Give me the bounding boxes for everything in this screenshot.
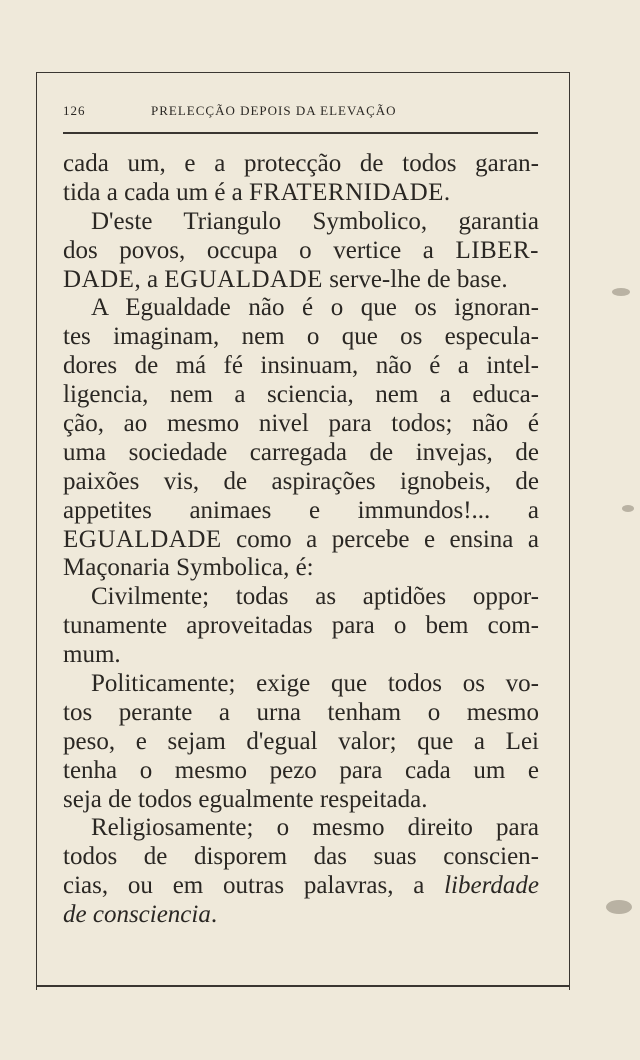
bottom-rule	[36, 985, 570, 987]
text-line	[63, 641, 539, 670]
body-text	[63, 150, 539, 930]
text-segment: cada um, e a protecção de todos garan-	[63, 150, 539, 177]
small-caps-term: DADE	[63, 265, 135, 293]
text-segment: tos perante a urna tenham o mesmo	[63, 698, 539, 726]
text-segment: cias, ou em outras palavras, a	[63, 872, 445, 900]
text-line	[63, 208, 539, 237]
small-caps-term: LIBER-	[455, 236, 539, 264]
text-line	[63, 266, 539, 295]
text-segment: appetites animaes e immundos!... a	[63, 496, 539, 524]
text-line	[63, 612, 539, 641]
text-line	[63, 323, 539, 352]
text-segment: dos povos, occupa o vertice a	[63, 236, 456, 264]
small-caps-term: EGUALDADE	[63, 525, 222, 553]
text-segment: tes imaginam, nem o que os especula-	[63, 323, 539, 351]
text-segment: peso, e sejam d'egual valor; que a Lei	[63, 727, 539, 755]
text-segment: paixões vis, de aspirações ignobeis, de	[63, 467, 539, 495]
paper-blemish	[622, 505, 634, 512]
text-line	[63, 150, 539, 179]
text-line	[63, 352, 539, 381]
page-number: 126	[63, 103, 86, 118]
text-line	[63, 439, 539, 468]
paper-blemish	[612, 288, 630, 296]
text-segment: dores de má fé insinuam, não é a intel-	[63, 352, 539, 380]
text-segment: D'este Triangulo Symbolico, garantia	[91, 207, 539, 235]
italic-term: liberdade	[444, 872, 539, 900]
text-segment: .	[443, 178, 451, 206]
text-line	[63, 410, 539, 439]
text-segment: tunamente aproveitadas para o bem com-	[63, 612, 539, 640]
text-line	[63, 381, 539, 410]
text-line	[63, 468, 539, 497]
text-segment: ção, ao mesmo nivel para todos; não é	[63, 410, 539, 438]
paper-blemish	[606, 900, 632, 914]
text-line	[63, 179, 539, 208]
small-caps-term: EGUALDADE	[164, 265, 323, 293]
text-line	[63, 670, 539, 699]
text-segment: Politicamente; exige que todos os vo-	[91, 670, 539, 698]
text-line	[63, 786, 539, 815]
text-line	[63, 526, 539, 555]
text-line	[63, 757, 539, 786]
text-segment: Civilmente; todas as aptidões oppor-	[91, 583, 539, 611]
text-segment: A Egualdade não é o que os ignoran-	[91, 294, 539, 322]
text-line	[63, 699, 539, 728]
text-line	[63, 901, 539, 930]
text-segment: uma sociedade carregada de invejas, de	[63, 438, 539, 466]
text-segment: como a percebe e ensina a	[221, 525, 539, 553]
text-line	[63, 872, 539, 901]
text-segment: todos de disporem das suas conscien-	[63, 843, 539, 871]
text-segment: serve-lhe de base.	[322, 265, 508, 293]
running-title: PRELECÇÃO DEPOIS DA ELEVAÇÃO	[151, 103, 397, 118]
text-segment: .	[210, 901, 218, 929]
text-segment: Maçonaria Symbolica, é:	[63, 554, 314, 582]
text-segment: tida a cada um é a	[63, 178, 250, 206]
text-line	[63, 497, 539, 526]
text-line	[63, 814, 539, 843]
text-segment: seja de todos egualmente respeitada.	[63, 785, 428, 813]
text-segment: tenha o mesmo pezo para cada um e	[63, 756, 539, 784]
text-segment: ligencia, nem a sciencia, nem a educa-	[63, 381, 539, 409]
text-line	[63, 237, 539, 266]
text-line	[63, 294, 539, 323]
header-rule	[63, 132, 538, 134]
text-segment: Religiosamente; o mesmo direito para	[91, 814, 539, 842]
text-segment: mum.	[63, 641, 121, 669]
text-line	[63, 554, 539, 583]
text-line	[63, 843, 539, 872]
text-line	[63, 728, 539, 757]
italic-term: de consciencia	[63, 901, 211, 929]
small-caps-term: FRATERNIDADE	[249, 178, 444, 206]
text-segment: , a	[134, 265, 165, 293]
text-line	[63, 583, 539, 612]
